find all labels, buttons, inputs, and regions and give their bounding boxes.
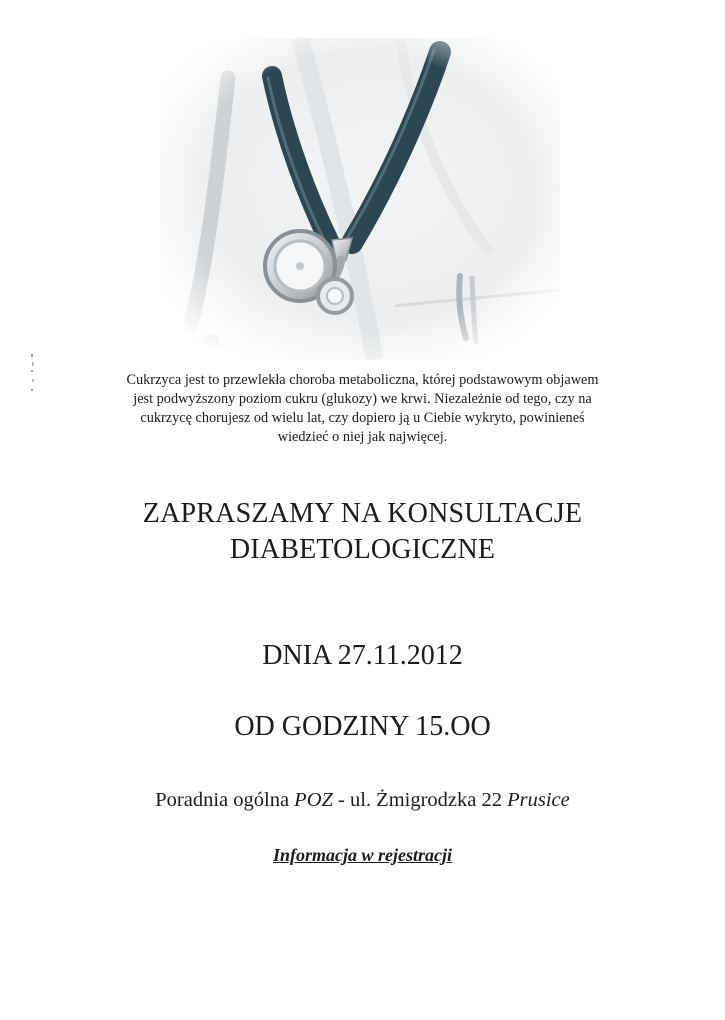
intro-line: cukrzycę chorujesz od wielu lat, czy dopiero ją u Ciebie wykryto, powinieneś xyxy=(140,410,585,426)
location-street: - ul. Żmigrodzka 22 xyxy=(332,789,508,811)
event-location xyxy=(0,786,725,814)
invitation-heading xyxy=(0,496,725,568)
intro-paragraph xyxy=(40,371,685,447)
intro-line: jest podwyższony poziom cukru (glukozy) we krwi. Niezależnie od tego, czy na xyxy=(133,391,592,407)
event-date: DNIA 27.11.2012 xyxy=(262,640,463,671)
registration-info-text: Informacja w rejestracji xyxy=(273,845,452,865)
stethoscope-photo xyxy=(160,38,560,360)
event-time: OD GODZINY 15.OO xyxy=(234,711,491,742)
heading-line-1: ZAPRASZAMY NA KONSULTACJE xyxy=(142,498,583,529)
heading-line-2: DIABETOLOGICZNE xyxy=(229,534,496,565)
location-town: Prusice xyxy=(507,789,570,811)
intro-line: Cukrzyca jest to przewlekła choroba metaboliczna, której podstawowym objawem xyxy=(126,372,599,388)
registration-info xyxy=(0,842,725,868)
scan-artifact xyxy=(26,352,40,400)
location-clinic: POZ xyxy=(294,789,333,811)
intro-line: wiedzieć o niej jak najwięcej. xyxy=(277,429,448,445)
location-prefix: Poradnia ogólna xyxy=(155,789,295,811)
